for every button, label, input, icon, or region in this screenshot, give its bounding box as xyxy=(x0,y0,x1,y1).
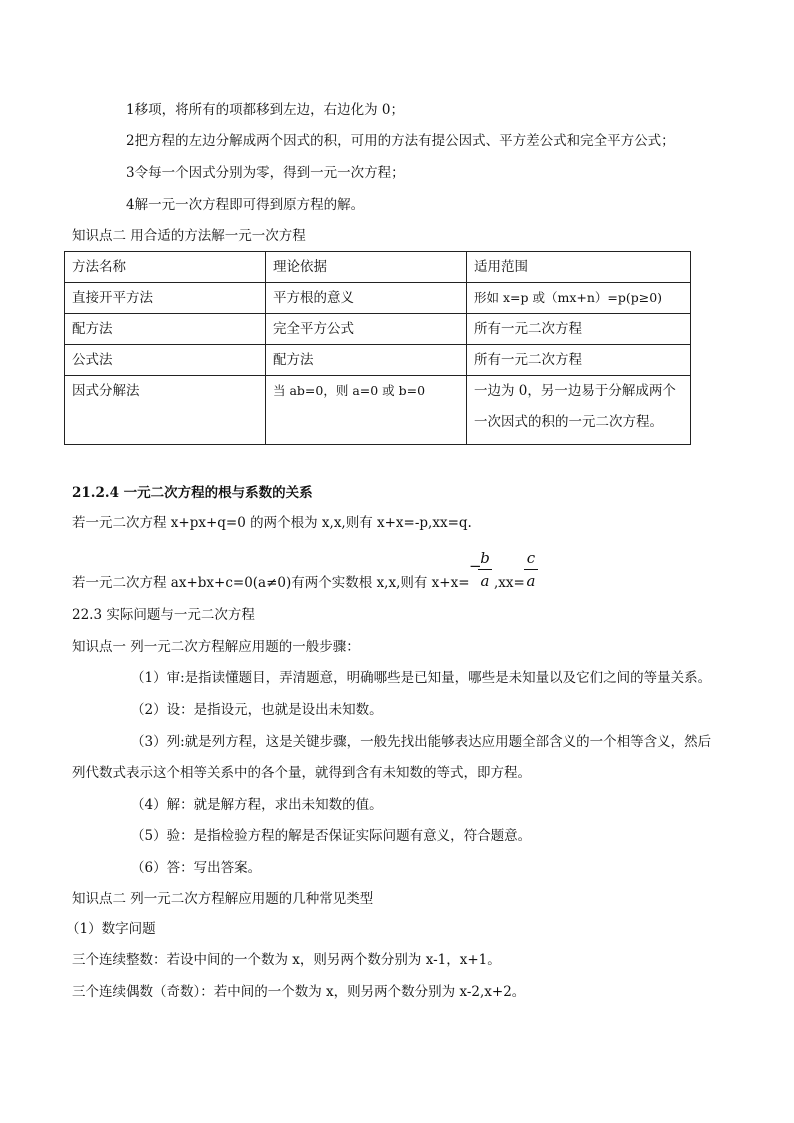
table-cell: 直接开平方法 xyxy=(65,283,266,314)
table-cell-text: 一边为 0，另一边易于分解成两个一次因式的积的一元二次方程。 xyxy=(474,383,676,430)
table-header-cell: 理论依据 xyxy=(266,252,467,283)
step-item: （2）设：是指设元，也就是设出未知数。 xyxy=(131,702,383,718)
fraction-denominator: a xyxy=(526,572,536,590)
fraction-bar xyxy=(478,569,492,570)
table-cell xyxy=(467,376,691,445)
table-cell: 当 ab=0，则 a=0 或 b=0 xyxy=(266,376,467,445)
section-22-3-title: 22.3 实际问题与一元二次方程 xyxy=(72,607,255,623)
subheading-number-problems: （1）数字问题 xyxy=(66,921,156,937)
minus-sign: − xyxy=(469,557,482,575)
product-label: ,xx= xyxy=(494,575,525,591)
fraction-numerator: c xyxy=(526,549,536,567)
table-header-row xyxy=(65,252,691,283)
step-1: 1移项，将所有的项都移到左边，右边化为 0； xyxy=(126,102,404,118)
fraction-numerator: b xyxy=(480,549,490,567)
table-header-cell: 适用范围 xyxy=(467,252,691,283)
fraction-bar xyxy=(524,569,538,570)
step-item: （1）审:是指读懂题目，弄清题意，明确哪些是已知量，哪些是未知量以及它们之间的等量关系。 xyxy=(131,670,712,686)
step-2: 2把方程的左边分解成两个因式的积，可用的方法有提公因式、平方差公式和完全平方公式； xyxy=(126,133,675,149)
table-cell: 完全平方公式 xyxy=(266,314,467,345)
step-item-continued: 列代数式表示这个相等关系中的各个量，就得到含有未知数的等式，即方程。 xyxy=(72,765,531,781)
table-header-cell: 方法名称 xyxy=(65,252,266,283)
consecutive-even-line: 三个连续偶数（奇数）：若中间的一个数为 x，则另两个数分别为 x-2,x+2。 xyxy=(72,984,526,1000)
fraction-b-over-a xyxy=(478,549,492,590)
table-cell: 因式分解法 xyxy=(65,376,266,445)
fraction-c-over-a xyxy=(524,549,538,590)
knowledge-point-1-title: 知识点一 列一元二次方程解应用题的一般步骤： xyxy=(72,639,360,655)
knowledge-point-2-title: 知识点二 用合适的方法解一元一次方程 xyxy=(72,228,306,244)
vieta-monic-line: 若一元二次方程 x+px+q=0 的两个根为 x,x,则有 x+x=-p,xx=q. xyxy=(72,515,472,531)
table-cell: 形如 x=p 或（mx+n）=p(p≥0) xyxy=(467,283,691,314)
table-row xyxy=(65,345,691,376)
table-cell: 配方法 xyxy=(266,345,467,376)
table-cell: 平方根的意义 xyxy=(266,283,467,314)
step-item: （3）列:就是列方程，这是关键步骤，一般先找出能够表达应用题全部含义的一个相等含义，然后 xyxy=(131,734,712,750)
step-4: 4解一元一次方程即可得到原方程的解。 xyxy=(126,197,365,213)
table-cell: 所有一元二次方程 xyxy=(467,345,691,376)
table-row xyxy=(65,376,691,445)
step-3: 3令每一个因式分别为零，得到一元一次方程； xyxy=(126,165,405,181)
table-row xyxy=(65,314,691,345)
section-21-2-4-title: 21.2.4 一元二次方程的根与系数的关系 xyxy=(72,485,313,501)
table-cell: 所有一元二次方程 xyxy=(467,314,691,345)
table-cell: 配方法 xyxy=(65,314,266,345)
table-row xyxy=(65,283,691,314)
table-cell: 公式法 xyxy=(65,345,266,376)
step-item: （6）答：写出答案。 xyxy=(131,860,262,876)
methods-table xyxy=(64,251,691,445)
consecutive-integers-line: 三个连续整数：若设中间的一个数为 x，则另两个数分别为 x-1，x+1。 xyxy=(72,952,501,968)
step-item: （4）解：就是解方程，求出未知数的值。 xyxy=(131,797,383,813)
vieta-general-line: 若一元二次方程 ax+bx+c=0(a≠0)有两个实数根 x,x,则有 x+x= xyxy=(72,575,470,591)
fraction-denominator: a xyxy=(480,572,490,590)
step-item: （5）验：是指检验方程的解是否保证实际问题有意义，符合题意。 xyxy=(131,828,532,844)
knowledge-point-2-types-title: 知识点二 列一元二次方程解应用题的几种常见类型 xyxy=(72,891,374,907)
